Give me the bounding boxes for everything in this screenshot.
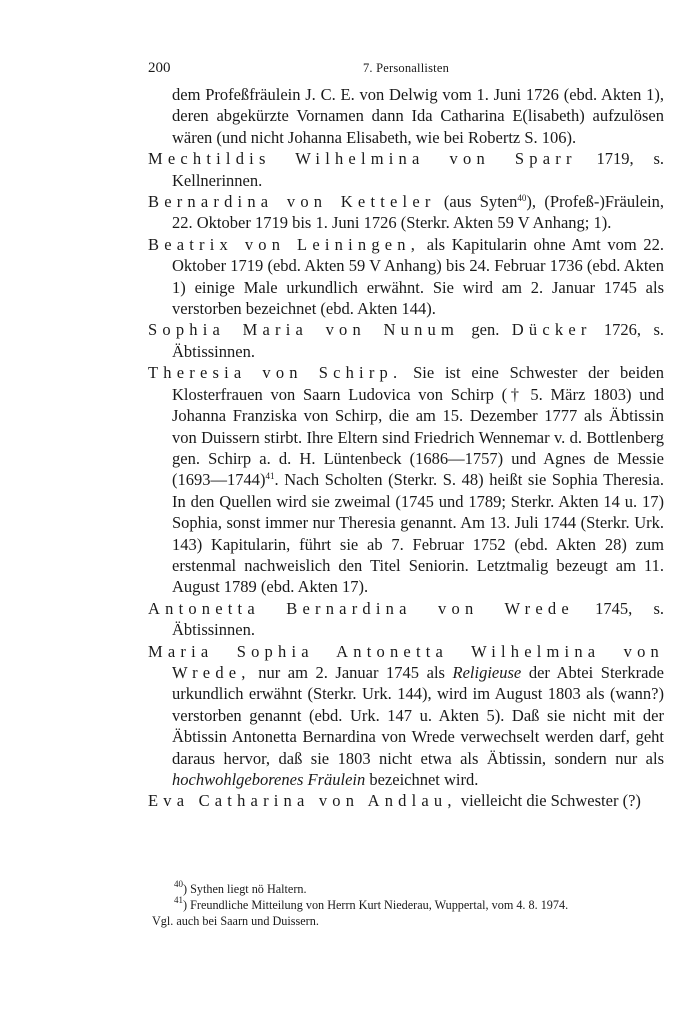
- footnote-ref[interactable]: 41: [265, 471, 275, 482]
- page-header: [148, 56, 664, 84]
- footnote-text: ) Freundliche Mitteilung von Herrn Kurt Niederau, Wuppertal, vom 4. 8. 1974.: [183, 898, 569, 912]
- person-name: Maria Sophia Antonetta Wilhelmina von Wrede,: [148, 641, 664, 682]
- person-name: Sophia Maria von Nunum: [148, 320, 460, 340]
- entry-text: 1745, s. Äbtissinnen.: [172, 598, 664, 640]
- entry-text: 1719, s. Kellnerinnen.: [172, 149, 665, 190]
- entry-text: gen.: [459, 320, 512, 340]
- person-name-secondary: Dücker: [511, 320, 592, 340]
- person-name: Theresia von Schirp.: [148, 363, 403, 383]
- entry-schirp: [148, 362, 664, 597]
- entry-sparr: [148, 148, 664, 191]
- italic-term: hochwohlgeborenes Fräulein: [172, 770, 366, 789]
- footnote-number: 41: [174, 895, 183, 905]
- footnote-text: ) Sythen liegt nö Haltern.: [183, 882, 307, 896]
- entry-text: (aus Syten: [435, 192, 518, 212]
- entry-ketteler: [148, 191, 664, 234]
- entry-text: Sie ist eine Schwester der beiden Klosterfrauen von Saarn Ludovica von Schirp († 5. März 1803) und Johanna Franziska von Schirp, die am 15. Dezember 1777 als Äbtissin von Duissern stirbt. Ihre Eltern sind Friedrich Wennemar v. d. Bottlenberg gen. Schirp a. d. H. Lüntenbeck (1686—1757) und Agnes de Messie (1693—1744): [172, 363, 664, 490]
- entry-text: 1726, s. Äbtissinnen.: [172, 320, 664, 361]
- running-head: 7. Personallisten: [362, 61, 450, 75]
- entry-text: bezeichnet wird.: [365, 770, 479, 789]
- entry-text: der Abtei Sterkrade urkundlich erwähnt (Sterkr. Urk. 144), wird im August 1803 als (wann?) verstorben genannt (ebd. Urk. 147 u. Akten 5). Daß sie nicht mit der Äbtissin Antonetta Bernardina von Wrede verwechselt werden darf, geht daraus hervor, daß sie 1803 nicht etwa als Äbtissin, sondern nur als: [172, 662, 664, 768]
- person-name: Bernardina von Ketteler: [148, 192, 436, 212]
- person-name: Mechtildis Wilhelmina von Sparr: [148, 149, 577, 169]
- person-name: Eva Catharina von Andlau,: [148, 791, 457, 811]
- person-name: Beatrix von Leiningen,: [148, 234, 421, 254]
- page-number: 200: [148, 60, 171, 76]
- entry-nunum: [148, 319, 664, 362]
- entry-text: . Nach Scholten (Sterkr. S. 48) heißt sie Sophia Theresia. In den Quellen wird sie zweimal (1745 und 1789; Sterkr. Akten 14 u. 17) Sophia, sonst immer nur Theresia genannt. Am 13. Juli 1744 (Sterkr. Urk. 143) Kapitularin, führt sie ab 7. Februar 1752 (ebd. Akten 28) zum erstenmal nachweislich den Titel Seniorin. Letztmalig bezeugt am 11. August 1789 (ebd. Akten 17).: [172, 470, 664, 597]
- continued-paragraph: dem Profeßfräulein J. C. E. von Delwig vom 1. Juni 1726 (ebd. Akten 1), deren abgekürzte Vornamen dann Ida Catharina E(lisabeth) aufzulösen wären (und nicht Johanna Elisabeth, wie bei Robertz S. 106).: [172, 85, 664, 147]
- footnote-41-continued: Vgl. auch bei Saarn und Duissern.: [152, 914, 319, 928]
- page: [148, 56, 664, 812]
- entry-wrede-antonetta: [148, 598, 664, 641]
- footnote-ref[interactable]: 40: [517, 193, 527, 204]
- person-name: Antonetta Bernardina von Wrede: [148, 598, 574, 618]
- entry-text: nur am 2. Januar 1745 als: [250, 662, 453, 682]
- footnote-number: 40: [174, 879, 183, 889]
- entry-leiningen: [148, 234, 664, 320]
- footnote-40: [152, 881, 668, 897]
- entry-text: als Kapitularin ohne Amt vom 22. Oktober 1719 (ebd. Akten 59 V Anhang) bis 24. Februar 1736 (ebd. Akten 1) einige Male urkundlich erwähnt. Sie wird am 2. Januar 1745 als verstorben bezeichnet (ebd. Akten 144).: [172, 234, 664, 319]
- footnote-41: [152, 897, 668, 913]
- entry-text: vielleicht die Schwester (?): [456, 791, 641, 811]
- body-text: [148, 84, 664, 812]
- italic-term: Religieuse: [452, 662, 522, 682]
- footnotes: [152, 881, 668, 929]
- entry-text: ), (Profeß-)Fräulein, 22. Oktober 1719 bis 1. Juni 1726 (Sterkr. Akten 59 V Anhang; 1).: [172, 192, 664, 233]
- entry-wrede-maria: [148, 641, 664, 791]
- entry-andlau: [148, 790, 664, 811]
